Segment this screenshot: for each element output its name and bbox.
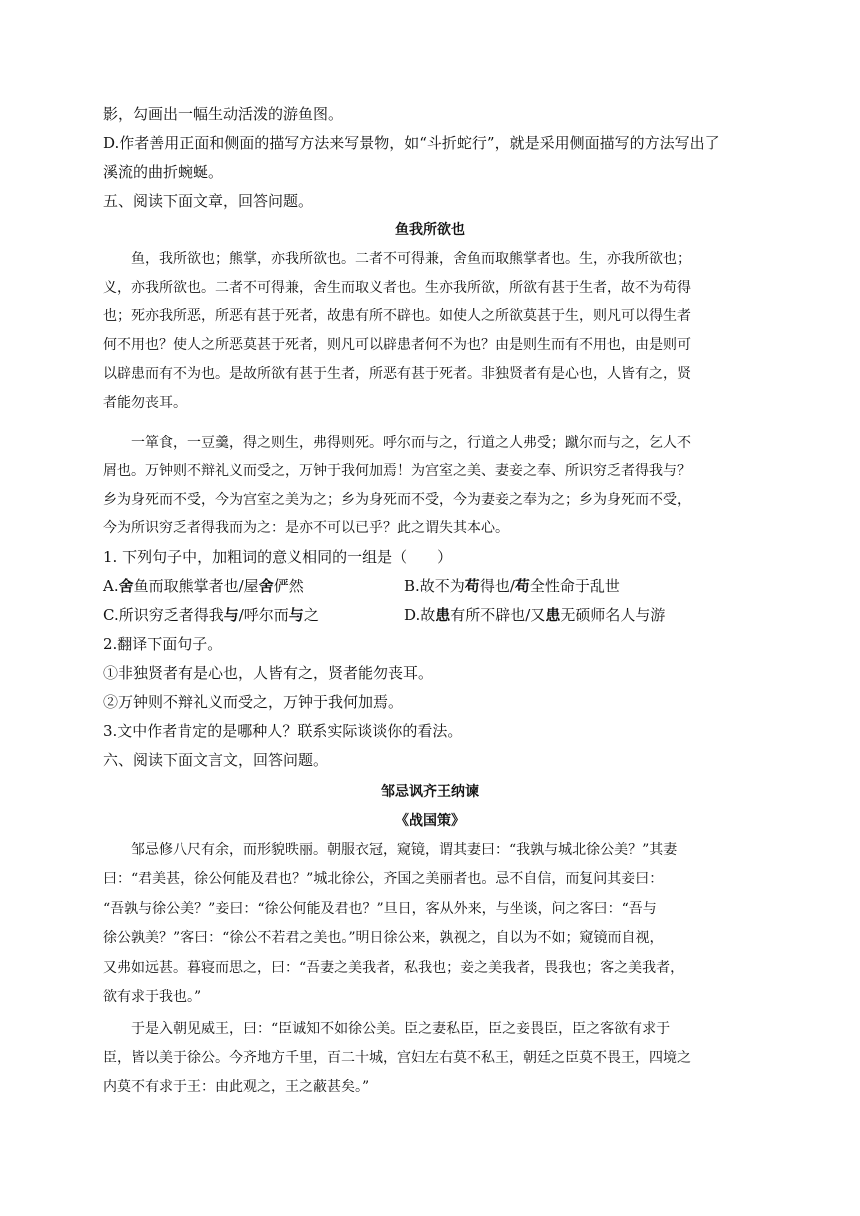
question-3: 3.文中作者肯定的是哪种人？联系实际谈谈你的看法。	[103, 722, 463, 740]
option-b	[404, 576, 620, 596]
bold-word: 苟	[464, 577, 480, 595]
passage-line: 乡为身死而不受，今为宫室之美为之；乡为身死而不受，今为妻妾之奉为之；乡为身死而不受，	[103, 492, 691, 508]
bold-word: 患	[435, 606, 451, 624]
option-text: D.故	[404, 606, 436, 624]
option-c	[103, 605, 319, 625]
option-text: B.故不为	[404, 577, 465, 595]
passage-title: 鱼我所欲也	[395, 222, 465, 238]
intro-line: D.作者善用正面和侧面的描写方法来写景物，如“斗折蛇行”，就是采用侧面描写的方法写出了	[103, 134, 720, 152]
passage-line: 今为所识穷乏者得我而为之：是亦不可以已乎？此之谓失其本心。	[103, 520, 509, 536]
bold-word: 舍	[118, 577, 134, 595]
passage-line: 内莫不有求于王：由此观之，王之蔽甚矣。”	[103, 1079, 370, 1095]
passage-line: 何不用也？使人之所恶莫甚于死者，则凡可以辟患者何不为也？由是则生而有不用也，由是则可	[103, 337, 691, 353]
bold-word: 苟	[514, 577, 530, 595]
passage-line: 以辟患而有不为也。是故所欲有甚于生者，所恶有甚于死者。非独贤者有是心也，人皆有之，贤	[103, 366, 691, 382]
option-text: 得也/	[479, 577, 515, 595]
passage-line: 邹忌修八尺有余，而形貌昳丽。朝服衣冠，窥镜，谓其妻曰：“我孰与城北徐公美？”其妻	[131, 842, 678, 858]
passage-line: 者能勿丧耳。	[103, 395, 187, 411]
intro-line: 溪流的曲折蜿蜒。	[103, 163, 224, 181]
passage-line: 欲有求于我也。”	[103, 989, 202, 1005]
question-2b: ②万钟则不辩礼义而受之，万钟于我何加焉。	[103, 693, 404, 711]
bold-word: 患	[545, 606, 561, 624]
section-heading: 六、阅读下面文言文，回答问题。	[103, 751, 329, 769]
passage-line: 曰：“君美甚，徐公何能及君也？”城北徐公，齐国之美丽者也。忌不自信，而复问其妾曰：	[103, 871, 664, 887]
passage-line: “吾孰与徐公美？”妾曰：“徐公何能及君也？”旦日，客从外来，与坐谈，问之客曰：“吾与	[103, 901, 657, 917]
passage-line: 于是入朝见威王，曰：“臣诚知不如徐公美。臣之妻私臣，臣之妾畏臣，臣之客欲有求于	[131, 1021, 671, 1037]
intro-line: 影，勾画出一幅生动活泼的游鱼图。	[103, 105, 344, 123]
section-heading: 五、阅读下面文章，回答问题。	[103, 192, 314, 210]
option-d	[404, 605, 665, 625]
bold-word: 与	[223, 606, 239, 624]
option-text: 鱼而取熊掌者也/屋	[133, 577, 259, 595]
option-a	[103, 576, 304, 596]
passage-source: 《战国策》	[395, 813, 465, 829]
question-1: 1. 下列句子中，加粗词的意义相同的一组是（ ）	[103, 548, 453, 566]
passage-line: 一箪食，一豆羹，得之则生，弗得则死。呼尔而与之，行道之人弗受；蹴尔而与之，乞人不	[131, 435, 691, 451]
passage-line: 屑也。万钟则不辩礼义而受之，万钟于我何加焉！为宫室之美、妻妾之奉、所识穷乏者得我与？	[103, 463, 691, 479]
passage-line: 臣，皆以美于徐公。今齐地方千里，百二十城，宫妇左右莫不私王，朝廷之臣莫不畏王，四境之	[103, 1050, 691, 1066]
bold-word: 与	[288, 606, 304, 624]
option-text: 之	[303, 606, 319, 624]
bold-word: 舍	[258, 577, 274, 595]
option-text: /呼尔而	[238, 606, 289, 624]
option-text: 俨然	[273, 577, 304, 595]
option-text: 有所不辟也/又	[450, 606, 546, 624]
passage-line: 鱼，我所欲也；熊掌，亦我所欲也。二者不可得兼，舍鱼而取熊掌者也。生，亦我所欲也；	[131, 251, 691, 267]
option-text: 全性命于乱世	[529, 577, 620, 595]
passage-title: 邹忌讽齐王纳谏	[381, 784, 479, 800]
option-text: C.所识穷乏者得我	[103, 606, 224, 624]
passage-line: 义，亦我所欲也。二者不可得兼，舍生而取义者也。生亦我所欲，所欲有甚于生者，故不为苟得	[103, 280, 691, 296]
passage-line: 也；死亦我所恶，所恶有甚于死者，故患有所不辟也。如使人之所欲莫甚于生，则凡可以得生者	[103, 308, 691, 324]
option-text: A.	[103, 577, 119, 595]
question-2: 2.翻译下面句子。	[103, 635, 223, 653]
option-text: 无硕师名人与游	[560, 606, 666, 624]
passage-line: 又弗如远甚。暮寝而思之，曰：“吾妻之美我者，私我也；妾之美我者，畏我也；客之美我者，	[103, 960, 685, 976]
passage-line: 徐公孰美？”客曰：“徐公不若君之美也。”明日徐公来，孰视之，自以为不如；窥镜而自视，	[103, 930, 664, 946]
question-2a: ①非独贤者有是心也，人皆有之，贤者能勿丧耳。	[103, 664, 434, 682]
